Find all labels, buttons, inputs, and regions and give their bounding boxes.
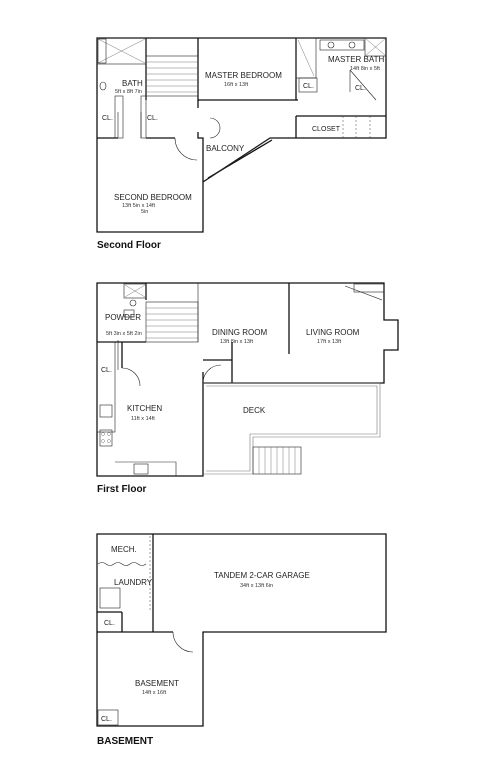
first-floor-plan	[97, 283, 398, 495]
label-master-bedroom-dim: 16ft x 13ft	[224, 82, 249, 88]
label-mech: MECH.	[111, 545, 137, 554]
label-living-room: LIVING ROOM	[306, 328, 360, 337]
title-first-floor: First Floor	[97, 484, 147, 495]
label-kitchen: KITCHEN	[127, 404, 163, 413]
title-second-floor: Second Floor	[97, 240, 161, 251]
label-closet-bath-left: CL.	[102, 115, 113, 122]
label-powder: POWDER	[105, 313, 141, 322]
label-bath-dim: 5ft x 8ft 7in	[115, 89, 142, 95]
label-dining-room-dim: 13ft 8in x 13ft	[220, 339, 254, 345]
label-deck: DECK	[243, 406, 266, 415]
label-balcony: BALCONY	[206, 144, 245, 153]
label-living-room-dim: 17ft x 13ft	[317, 339, 342, 345]
label-master-bedroom: MASTER BEDROOM	[205, 71, 282, 80]
title-basement: BASEMENT	[97, 736, 154, 747]
label-dining-room: DINING ROOM	[212, 328, 268, 337]
label-powder-dim: 5ft 3in x 5ft 2in	[106, 331, 142, 337]
label-garage-dim: 34ft x 13ft 6in	[240, 583, 274, 589]
label-second-bedroom: SECOND BEDROOM	[114, 193, 192, 202]
label-basement-dim: 14ft x 16ft	[142, 690, 167, 696]
label-second-bedroom-dim-2: 5in	[141, 209, 149, 215]
label-basement: BASEMENT	[135, 679, 180, 688]
label-laundry: LAUNDRY	[114, 578, 153, 587]
label-bath: BATH	[122, 79, 143, 88]
label-garage: TANDEM 2-CAR GARAGE	[214, 571, 310, 580]
label-closet-basement: CL.	[101, 716, 112, 723]
second-floor-plan	[97, 38, 386, 251]
label-master-bath: MASTER BATH	[328, 55, 385, 64]
label-closet-bath-right: CL.	[147, 115, 158, 122]
label-second-bedroom-dim: 13ft 5in x 14ft	[122, 203, 156, 209]
basement-plan	[97, 534, 386, 747]
label-master-bath-dim: 14ft 8in x 5ft	[350, 66, 380, 72]
label-closet-laundry: CL.	[104, 620, 115, 627]
label-kitchen-dim: 11ft x 14ft	[131, 416, 155, 422]
label-closet-master-bath-left: CL.	[303, 83, 314, 90]
label-closet: CLOSET	[312, 126, 341, 133]
label-closet-kitchen: CL.	[101, 367, 112, 374]
label-closet-master-bath-right: CL.	[355, 85, 366, 92]
